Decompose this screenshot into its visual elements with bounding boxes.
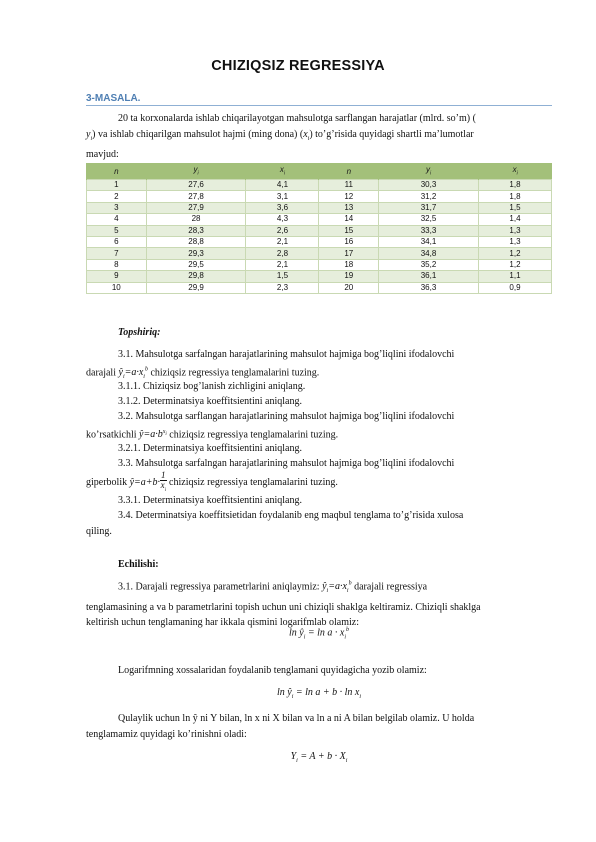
- equation-2: $\ln ŷ_i = \ln a + b \cdot \ln x_i$: [276, 687, 362, 700]
- table-cell: 28,3: [146, 225, 246, 236]
- table-cell: 8: [87, 259, 147, 270]
- table-cell: 19: [319, 271, 379, 282]
- table-row: [87, 191, 552, 202]
- table-cell: 36,3: [379, 282, 479, 293]
- table-cell: 1,8: [478, 180, 551, 191]
- table-cell: 5: [87, 225, 147, 236]
- table-cell: 1,5: [246, 271, 319, 282]
- table-cell: 2: [87, 191, 147, 202]
- table-cell: 34,1: [379, 236, 479, 247]
- table-cell: 15: [319, 225, 379, 236]
- table-cell: 29,5: [146, 259, 246, 270]
- table-cell: 7: [87, 248, 147, 259]
- table-cell: 3,6: [246, 202, 319, 213]
- task-3-2: 3.2. Mahsulotga sarflangan harajatlarining mahsulot hajmiga bog’liqlini ifodalovchi ko’rsatkichli $ŷ=a\cdot b^{x_i}$ chiziqsiz regressiya tenglamalarini tuzing.: [86, 411, 455, 440]
- table-cell: 1,8: [478, 191, 551, 202]
- table-cell: 13: [319, 202, 379, 213]
- table-cell: 3: [87, 202, 147, 213]
- table-row: [87, 214, 552, 225]
- table-cell: 1,3: [478, 225, 551, 236]
- col-n-2: n: [319, 163, 379, 180]
- table-cell: 32,5: [379, 214, 479, 225]
- col-y-1: $y_i$: [146, 163, 246, 180]
- table-cell: 4,3: [246, 214, 319, 225]
- table-cell: 34,8: [379, 248, 479, 259]
- table-cell: 4,1: [246, 180, 319, 191]
- table-cell: 30,3: [379, 180, 479, 191]
- table-cell: 12: [319, 191, 379, 202]
- table-cell: 16: [319, 236, 379, 247]
- table-row: [87, 202, 552, 213]
- task-3-4: 3.4. Determinatsiya koeffitsietidan foydalanib eng maqbul tenglama to’g’risida xulosa qiling.: [86, 510, 464, 537]
- table-cell: 28,8: [146, 236, 246, 247]
- table-row: [87, 282, 552, 293]
- task-3-3: 3.3. Mahsulotga sarfalngan harajatlarining mahsulot hajmiga bog’liqlini ifodalovchi: [118, 458, 455, 469]
- table-cell: 2,3: [246, 282, 319, 293]
- table-cell: 1,5: [478, 202, 551, 213]
- table-cell: 29,8: [146, 271, 246, 282]
- solution-paragraph-2: Logarifmning xossalaridan foydalanib tenglamani quyidagicha yozib olamiz:: [118, 665, 427, 676]
- table-cell: 1,2: [478, 248, 551, 259]
- table-cell: 20: [319, 282, 379, 293]
- task-3-2-1: 3.2.1. Determinatsiya koeffitsientini aniqlang.: [118, 443, 302, 454]
- table-row: [87, 271, 552, 282]
- table-cell: 35,2: [379, 259, 479, 270]
- section-heading: 3-MASALA.: [86, 93, 141, 104]
- table-cell: 27,8: [146, 191, 246, 202]
- col-y-2: $y_i$: [379, 163, 479, 180]
- table-cell: 29,9: [146, 282, 246, 293]
- table-row: [87, 180, 552, 191]
- task-3-1-2: 3.1.2. Determinatsiya koeffitsientini aniqlang.: [118, 396, 302, 407]
- table-row: [87, 259, 552, 270]
- table-row: [87, 225, 552, 236]
- table-cell: 36,1: [379, 271, 479, 282]
- table-cell: 4: [87, 214, 147, 225]
- table-cell: 10: [87, 282, 147, 293]
- table-cell: 27,9: [146, 202, 246, 213]
- table-cell: 1: [87, 180, 147, 191]
- table-cell: 29,3: [146, 248, 246, 259]
- table-row: [87, 248, 552, 259]
- table-cell: 2,1: [246, 236, 319, 247]
- section-divider: [86, 105, 552, 106]
- table-header-row: [87, 163, 552, 180]
- solution-heading: Echilishi:: [118, 559, 159, 570]
- table-cell: 27,6: [146, 180, 246, 191]
- table-cell: 1,1: [478, 271, 551, 282]
- col-n-1: n: [87, 163, 147, 180]
- table-cell: 2,8: [246, 248, 319, 259]
- task-heading: Topshiriq:: [118, 327, 161, 338]
- table-cell: 2,6: [246, 225, 319, 236]
- equation-1: $\ln ŷ_i = \ln a \cdot x_i^b$: [288, 627, 350, 641]
- table-row: [87, 236, 552, 247]
- page-title: CHIZIQSIZ REGRESSIYA: [211, 58, 385, 74]
- solution-paragraph-3: Qulaylik uchun ln ŷ ni Y bilan, ln x ni X bilan va ln a ni A bilan belgilab olamiz. U holda tenglamamiz quyidagi ko’rinishni oladi:: [86, 713, 475, 740]
- table-cell: 9: [87, 271, 147, 282]
- table-cell: 2,1: [246, 259, 319, 270]
- table-cell: 33,3: [379, 225, 479, 236]
- table-cell: 0,9: [478, 282, 551, 293]
- table-cell: 18: [319, 259, 379, 270]
- table-cell: 11: [319, 180, 379, 191]
- table-cell: 1,4: [478, 214, 551, 225]
- table-cell: 31,2: [379, 191, 479, 202]
- col-x-1: $x_i$: [246, 163, 319, 180]
- table-cell: 1,3: [478, 236, 551, 247]
- table-cell: 1,2: [478, 259, 551, 270]
- equation-3: $Y_i = A + b \cdot X_i$: [290, 751, 348, 764]
- table-cell: 3,1: [246, 191, 319, 202]
- data-table: [86, 163, 552, 294]
- intro-paragraph: 20 ta korxonalarda ishlab chiqarilayotgan mahsulotga sarflangan harajatlar (mlrd. so’m) ( $y_i$) va ishlab chiqarilgan mahsulot hajmi (ming dona) $(x_i)$ to’g’risida quyidagi shartli ma’lumotlar mavjud:: [86, 113, 476, 160]
- solution-paragraph-1: 3.1. Darajali regressiya parametrlarini aniqlaymiz: $ŷ_i=a\cdot x_i^b$ darajali regressiya tenglamasining a va b parametrlarini topish uchun uni chiziqli shaklga keltiramiz. Chiziqli shaklga keltirish uchun tenglamaning har ikkala qismini logarifmlab olamiz:: [86, 581, 481, 629]
- task-3-1: 3.1. Mahsulotga sarfalngan harajatlarining mahsulot hajmiga bog’liqlini ifodalovchi darajali $ŷ_i=a\cdot x_i^b$ chiziqsiz regressiya tenglamalarini tuzing.: [86, 349, 455, 380]
- table-cell: 14: [319, 214, 379, 225]
- col-x-2: $x_i$: [478, 163, 551, 180]
- table-cell: 28: [146, 214, 246, 225]
- task-3-3-formula-line: giperbolik ŷ=a+b· $\frac{1}{x_i}$ chiziqsiz regressiya tenglamalarini tuzing.: [86, 470, 338, 493]
- task-3-3-1: 3.3.1. Determinatsiya koeffitsientini aniqlang.: [118, 495, 302, 506]
- table-cell: 6: [87, 236, 147, 247]
- task-3-1-1: 3.1.1. Chiziqsiz bog’lanish zichligini aniqlang.: [118, 381, 306, 392]
- table-cell: 31,7: [379, 202, 479, 213]
- table-cell: 17: [319, 248, 379, 259]
